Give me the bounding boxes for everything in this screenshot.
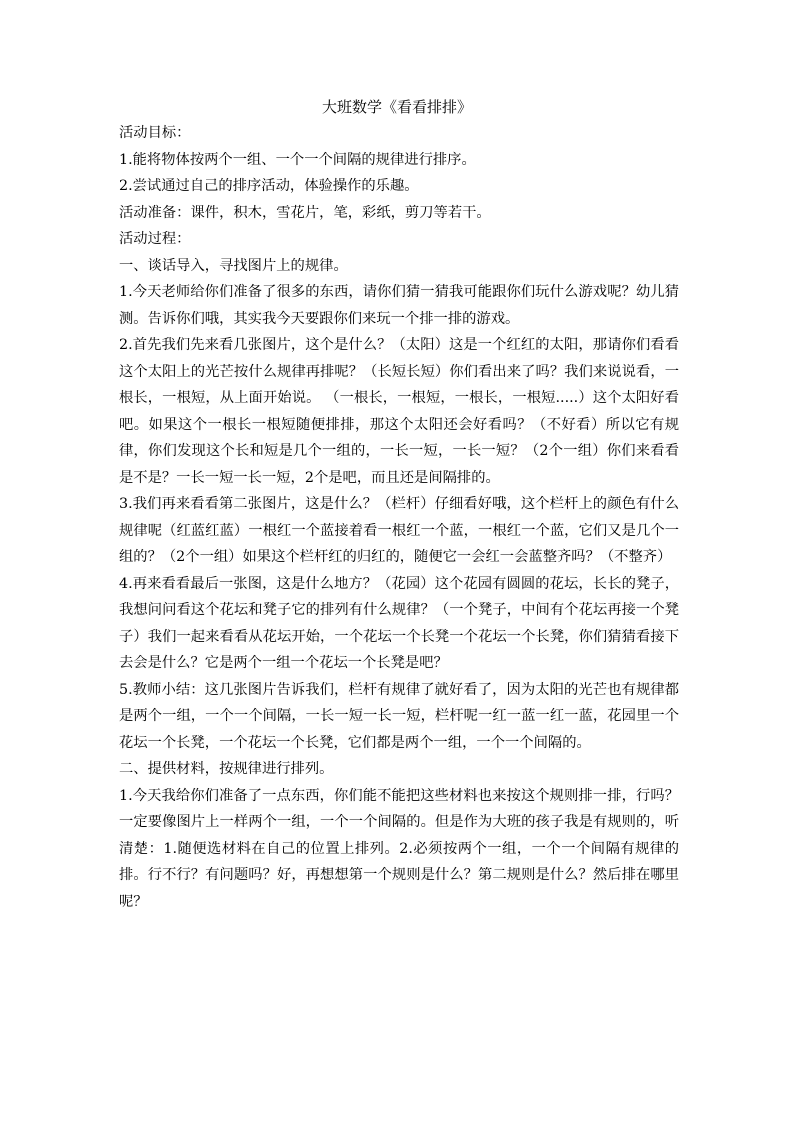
part-two-paragraph-1: 1.今天我给你们准备了一点东西，你们能不能把这些材料也来按这个规则排一排，行吗？一定要像图片上一样两个一组，一个一个间隔的。但是作为大班的孩子我是有规则的，听清楚：1.随便选材料在自己的位置上排列。2.必须按两个一组，一个一个间隔有规律的排。行不行？有问题吗？好，再想想第一个规则是什么？第二规则是什么？然后排在哪里呢？ — [119, 787, 679, 910]
part-one-paragraph-2: 2.首先我们先来看几张图片，这个是什么？（太阳）这是一个红红的太阳，那请你们看看这个太阳上的光芒按什么规律再排呢？（长短长短）你们看出来了吗？我们来说说看，一根长，一根短，从上面开始说。 （一根长，一根短，一根长，一根短.....）这个太阳好看吧。如果这个一根长一根短随便排排，那这个太阳还会好看吗？（不好看）所以它有规律，你们发现这个长和短是几个一组的，一长一短，一长一短？（2个一组）你们来看看是不是？一长一短一长一短，2个是吧，而且还是间隔排的。 — [119, 337, 679, 486]
part-one-paragraph-3: 3.我们再来看看第二张图片，这是什么？（栏杆）仔细看好哦，这个栏杆上的颜色有什么规律呢（红蓝红蓝）一根红一个蓝接着看一根红一个蓝，一根红一个蓝，它们又是几个一组的？（2个一组）如果这个栏杆红的归红的，随便它一会红一会蓝整齐吗？（不整齐） — [119, 496, 679, 565]
part-one-paragraph-1: 1.今天老师给你们准备了很多的东西，请你们猜一猜我可能跟你们玩什么游戏呢？幼儿猜测。告诉你们哦，其实我今天要跟你们来玩一个排一排的游戏。 — [119, 284, 679, 327]
part-one-heading: 一、谈话导入，寻找图片上的规律。 — [119, 257, 348, 274]
document-body — [119, 120, 679, 915]
objective-item-2: 2.尝试通过自己的排序活动，体验操作的乐趣。 — [119, 178, 419, 194]
section-heading-objectives: 活动目标： — [119, 125, 191, 141]
part-one-paragraph-4: 4.再来看看最后一张图，这是什么地方？（花园）这个花园有圆圆的花坛，长长的凳子，我想问问看这个花坛和凳子它的排列有什么规律？（一个凳子，中间有个花坛再接一个凳子）我们一起来看看从花坛开始，一个花坛一个长凳一个花坛一个长凳，你们猜猜看接下去会是什么？它是两个一组一个花坛一个长凳是吧？ — [119, 575, 679, 671]
preparation-line: 活动准备：课件，积木，雪花片，笔，彩纸，剪刀等若干。 — [119, 204, 491, 221]
part-one-summary: 5.教师小结：这几张图片告诉我们，栏杆有规律了就好看了，因为太阳的光芒也有规律都是两个一组，一个一个间隔，一长一短一长一短，栏杆呢一红一蓝一红一蓝，花园里一个花坛一个长凳，一个花坛一个长凳，它们都是两个一组，一个一个间隔的。 — [119, 681, 679, 751]
objective-item-1: 1.能将物体按两个一组、一个一个间隔的规律进行排序。 — [119, 151, 476, 168]
section-heading-process: 活动过程： — [119, 231, 191, 247]
document-title: 大班数学《看看排排》 — [321, 98, 472, 116]
part-two-heading: 二、提供材料，按规律进行排列。 — [119, 761, 334, 777]
